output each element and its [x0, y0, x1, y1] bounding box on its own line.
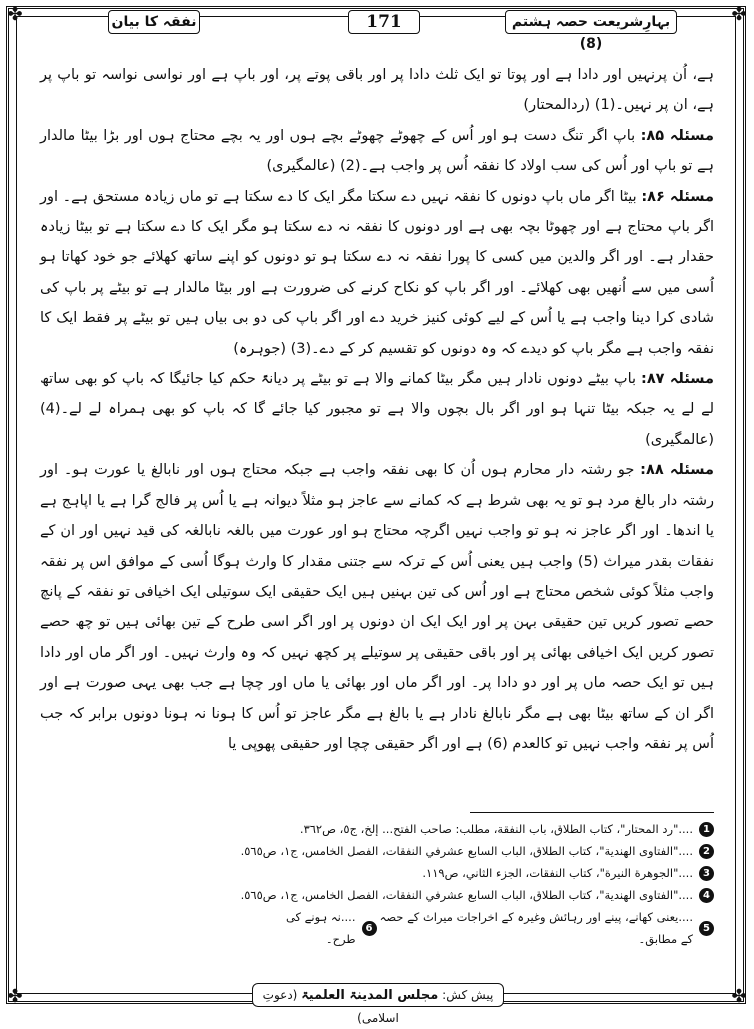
footnote: [40, 884, 714, 906]
masala-88: [40, 455, 714, 759]
footnote-number: 2: [699, 844, 714, 859]
footnote: [40, 840, 714, 862]
paragraph: ہے، اُن پرنہیں اور دادا ہے اور پوتا تو ایک ثلث دادا پر اور باقی پوتے پر، اور باپ ہے اور نواسی نواسہ تو باپ پر ہے، ان پر نہیں۔(1) (ردالمحتار): [40, 67, 714, 114]
masala-text: باپ اگر تنگ دست ہو اور اُس کے چھوٹے چھوٹے بچے ہوں اور یہ بچے محتاج ہوں اور بڑا بیٹا مالدار ہے تو باپ اور اُس کی سب اولاد کا نفقہ اُس پر واجب ہے۔(2) (عالمگیری): [40, 127, 714, 175]
publisher-note: (دعوتِ اسلامی): [262, 988, 399, 1025]
corner-ornament-icon: ✤: [7, 4, 23, 25]
masala-86: [40, 182, 714, 364]
footnote-text: ....نہ ہونے کی طرح۔: [285, 910, 356, 946]
footnote-text: ...."الفتاوى الهندية"، كتاب الطلاق، الباب السابع عشرفي النفقات، الفصل الخامس، ج١، ص٥٦٥.: [240, 844, 693, 858]
chapter-title: نفقہ کا بیان: [108, 10, 200, 34]
masala-85: [40, 121, 714, 182]
masala-text: بیٹا اگر ماں باپ دونوں کا نفقہ نہیں دے سکتا مگر ایک کا دے سکتا ہے تو ماں زیادہ مستحق ہے۔ اور اگر باپ محتاج ہے اور چھوٹا بچہ بھی ہے اور دونوں کا نفقہ نہ دے سکتا ہو مگر ایک کا دے سکتا ہے تو بیٹا زیادہ حقدار ہے۔ اور اگر والدین میں کسی کا پورا نفقہ نہ دے سکتا ہو تو دونوں کو اپنے ساتھ کھلائے جو خود کھاتا ہو اُسی میں سے اُنھیں بھی کھلائے۔ اور اگر باپ کو نکاح کرنے کی ضرورت ہے اور بیٹا مالدار ہے تو بیٹے پر باپ کی شادی کرا دینا واجب ہے یا اُس کے لیے کوئی کنیز خرید دے اور اگر باپ کی دو بی بیاں ہیں تو بیٹے پر فقط ایک کا نفقہ واجب ہے مگر باپ کو دیدے کہ وہ دونوں کو تقسیم کر کے دے۔(3) (جوہرہ): [40, 188, 714, 357]
page-header: [30, 6, 724, 52]
masala-label: مسئلہ ۸۵:: [640, 127, 714, 144]
masala-label: مسئلہ ۸۷:: [641, 371, 714, 388]
footnote-number: 5: [699, 921, 714, 936]
masala-label: مسئلہ ۸۸:: [640, 462, 714, 479]
footnote-number: 1: [699, 822, 714, 837]
footnote-text: ....یعنی کھانے، پینے اور رہائش وغیرہ کے اخراجات میراث کے حصہ کے مطابق۔: [379, 910, 693, 946]
masala-text: باپ بیٹے دونوں نادار ہیں مگر بیٹا کمانے والا ہے تو بیٹے پر دیانۃً حکم کیا جائیگا کہ باپ کو بھی ساتھ لے لے یہ جبکہ بیٹا تنہا ہو اور اگر بال بچوں والا ہے تو مجبور کیا جائے گا کہ باپ کو بھی ہمراہ لے لے۔(4) (عالمگیری): [40, 371, 714, 448]
footnotes: [40, 818, 714, 950]
footnote-number: 3: [699, 866, 714, 881]
corner-ornament-icon: ✤: [731, 4, 747, 25]
book-title: بہارِشریعت حصہ ہشتم (8): [505, 10, 677, 34]
footnote-number: 4: [699, 888, 714, 903]
footnote-number: 6: [362, 921, 377, 936]
footnote: [40, 818, 714, 840]
corner-ornament-icon: ✤: [7, 986, 23, 1007]
main-text: [40, 60, 714, 759]
footnote-text: ...."الفتاوى الهندية"، كتاب الطلاق، الباب السابع عشرفي النفقات، الفصل الخامس، ج١، ص٥٦٥.: [240, 888, 693, 902]
footnote: [270, 906, 377, 950]
footnote: [377, 906, 715, 950]
page-number: 171: [348, 10, 420, 34]
footer-prefix: پیش کش:: [442, 988, 494, 1002]
masala-87: [40, 364, 714, 455]
publisher-footer: [252, 983, 504, 1025]
footnote: [40, 862, 714, 884]
corner-ornament-icon: ✤: [731, 986, 747, 1007]
footnote-row: [40, 906, 714, 950]
masala-text: جو رشتہ دار محارم ہوں اُن کا بھی نفقہ واجب ہے جبکہ محتاج ہوں اور نابالغ یا عورت ہو۔ اور رشتہ دار بالغ مرد ہو تو یہ بھی شرط ہے کہ کمانے سے عاجز ہو مثلاً دیوانہ ہے یا اُس پر فالج گرا ہے یا اپاہج ہے یا اندھا۔ اور اگر عاجز نہ ہو تو واجب نہیں اگرچہ محتاج ہو اور عورت میں بالغہ نابالغہ کی قید نہیں اور ان کے نفقات بقدر میراث (5) واجب ہیں یعنی اُس کے ترکہ سے جتنی مقدار کا وارث ہوگا اُسی کے موافق اس پر نفقہ واجب مثلاً کوئی شخص محتاج ہے اور اُس کی تین بہنیں ہیں ایک حقیقی ایک سوتیلی ایک اخیافی تو نفقہ کے پانچ حصے تصور کریں تین حقیقی بہن پر اور ایک ایک ان دونوں پر اور اگر اسی طرح کے تین بھائی ہیں تو چھ حصے تصور کریں ایک اخیافی بھائی پر اور باقی حقیقی پر سوتیلے پر کچھ نہیں کہ وہ وارث نہیں۔ اور اگر ماں اور دادا ہیں تو ایک حصہ ماں پر اور دو دادا پر۔ اور اگر ماں اور بھائی یا ماں اور چچا ہے جب بھی یہی صورت ہے اور اگر ان کے ساتھ بیٹا بھی ہے مگر نابالغ نادار ہے یا بالغ ہے مگر عاجز تو اُس کا ہونا نہ ہونا دونوں برابر کہ جب اُس پر نفقہ واجب نہیں تو کالعدم (6) ہے اور اگر حقیقی چچا اور حقیقی پھوپی یا: [40, 462, 714, 752]
footnote-divider: [470, 812, 714, 813]
publisher-name: مجلس المدینۃ العلمیۃ: [301, 988, 439, 1003]
footnote-text: ...."الجوهرة النيرة"، كتاب النفقات، الجزء الثاني، ص١١٩.: [422, 866, 693, 880]
masala-label: مسئلہ ۸۶:: [641, 188, 714, 205]
footnote-text: ...."رد المحتار"، كتاب الطلاق، باب النفقة، مطلب: صاحب الفتح... إلخ، ج٥، ص٣٦٢.: [299, 822, 693, 836]
